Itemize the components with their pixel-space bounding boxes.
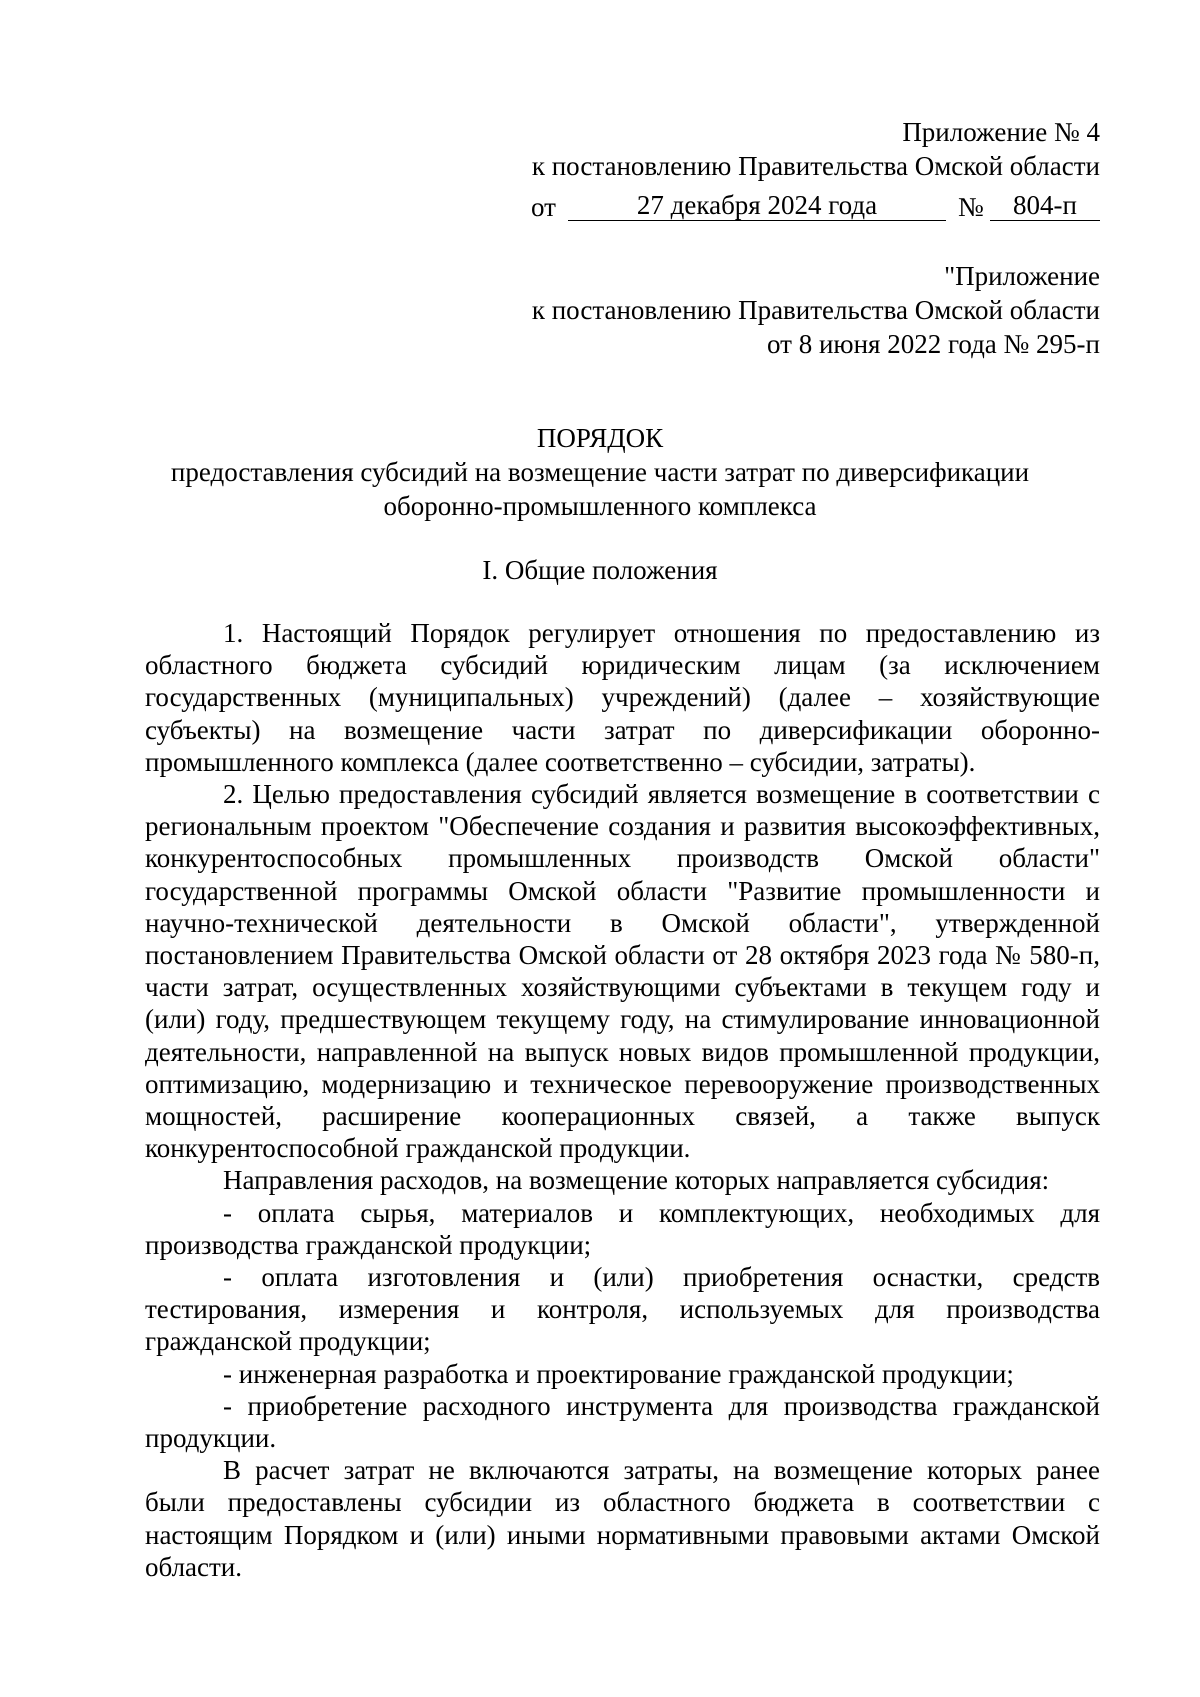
expense-directions-intro: Направления расходов, на возмещение которых направляется субсидия: — [223, 1165, 1050, 1196]
body-text — [145, 617, 1100, 1583]
resolution-number: 804-п — [990, 190, 1100, 221]
appendix-number: Приложение № 4 — [902, 117, 1100, 147]
number-label: № — [958, 192, 984, 222]
resolution-date-line — [531, 190, 1100, 224]
from-label: от — [531, 192, 556, 222]
paragraph-1: 1. Настоящий Порядок регулирует отношения по предоставлению из областного бюджета субсидий юридическим лицам (за исключением государственных (муниципальных) учреждений) (далее – хозяйствующие субъекты) на возмещение части затрат по диверсификации оборонно-промышленного комплекса (далее соответственно – субсидии, затраты). — [145, 618, 1100, 777]
list-item: - инженерная разработка и проектирование гражданской продукции; — [223, 1358, 1014, 1389]
original-resolution-date: от 8 июня 2022 года № 295-п — [767, 329, 1100, 359]
paragraph-2: 2. Целью предоставления субсидий является возмещение в соответствии с региональным проектом "Обеспечение создания и развития высокоэффективных, конкурентоспособных промышленных производств Омской области" государственной программы Омской области "Развитие промышленности и научно-технической деятельности в Омской области", утвержденной постановлением Правительства Омской области от 28 октября 2023 года № 580-п, части затрат, осуществленных хозяйствующими субъектами в текущем году и (или) году, предшествующем текущему году, на стимулирование инновационной деятельности, направленной на выпуск новых видов промышленной продукции, оптимизацию, модернизацию и техническое перевооружение производственных мощностей, расширение кооперационных связей, а также выпуск конкурентоспособной гражданской продукции. — [145, 779, 1100, 1164]
original-appendix-label: "Приложение — [944, 261, 1100, 291]
list-item: - приобретение расходного инструмента для производства гражданской продукции. — [145, 1390, 1100, 1454]
original-appendix-reference: к постановлению Правительства Омской области — [531, 295, 1100, 325]
document-subtitle-line2: оборонно-промышленного комплекса — [383, 491, 817, 521]
section-heading: I. Общие положения — [482, 555, 718, 585]
list-item: - оплата изготовления и (или) приобретения оснастки, средств тестирования, измерения и контроля, используемых для производства гражданской продукции; — [145, 1262, 1100, 1357]
resolution-date: 27 декабря 2024 года — [568, 190, 946, 221]
list-item: - оплата сырья, материалов и комплектующих, необходимых для производства гражданской продукции; — [145, 1197, 1100, 1260]
document-subtitle-line1: предоставления субсидий на возмещение части затрат по диверсификации — [170, 457, 1030, 487]
paragraph-exclusion: В расчет затрат не включаются затраты, на возмещение которых ранее были предоставлены субсидии из областного бюджета в соответствии с настоящим Порядком и (или) иными нормативными правовыми актами Омской области. — [145, 1455, 1100, 1582]
document-title: ПОРЯДОК — [536, 423, 664, 453]
appendix-reference: к постановлению Правительства Омской области — [531, 151, 1100, 181]
